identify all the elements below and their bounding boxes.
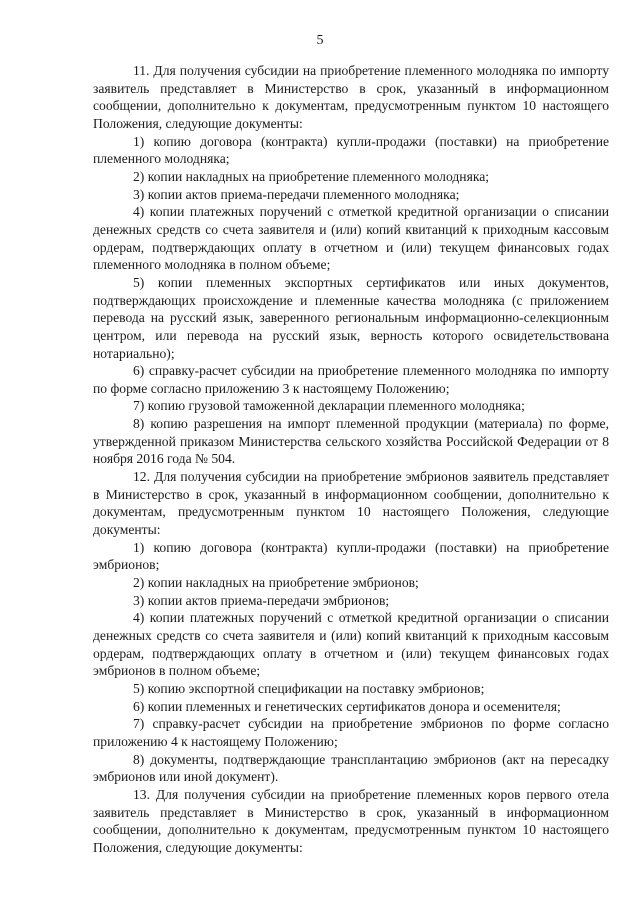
- list-item-12-1: 1) копию договора (контракта) купли-продажи (поставки) на приобретение эмбрионов;: [93, 539, 609, 573]
- list-item-11-3: 3) копии актов приема-передачи племенного молодняка;: [133, 186, 460, 202]
- page-number: 5: [316, 33, 324, 48]
- list-item-12-5: 5) копию экспортной спецификации на поставку эмбрионов;: [133, 680, 485, 696]
- list-item-11-7: 7) копию грузовой таможенной декларации племенного молодняка;: [133, 398, 525, 414]
- list-item-12-6: 6) копии племенных и генетических сертификатов донора и осеменителя;: [133, 698, 561, 714]
- list-item-11-8: 8) копию разрешения на импорт племенной продукции (материала) по форме, утвержденной приказом Министерства сельского хозяйства Российской Федерации от 8 ноября 2016 года № 504.: [93, 416, 609, 467]
- list-item-11-6: 6) справку-расчет субсидии на приобретение племенного молодняка по импорту по форме согласно приложению 3 к настоящему Положению;: [93, 363, 609, 396]
- list-item-12-8: 8) документы, подтверждающие трансплантацию эмбрионов (акт на пересадку эмбрионов или иной документ).: [93, 751, 609, 785]
- list-item-12-4: 4) копии платежных поручений с отметкой кредитной организации о списании денежных средств со счета заявителя и (или) копий квитанций к приходным кассовым ордерам, подтверждающих оплату в отчетном и (или) текущем финансовых годах эмбрионов в полном объеме;: [93, 610, 609, 679]
- list-item-11-2: 2) копии накладных на приобретение племенного молодняка;: [133, 168, 490, 184]
- list-item-12-7: 7) справку-расчет субсидии на приобретение эмбрионов по форме согласно приложению 4 к настоящему Положению;: [93, 716, 609, 749]
- paragraph-13-intro: 13. Для получения субсидии на приобретение племенных коров первого отела заявитель представляет в Министерство в срок, указанный в информационном сообщении, дополнительно к документам, предусмотренным пунктом 10 настоящего Положения, следующие документы:: [93, 786, 609, 855]
- paragraph-12-intro: 12. Для получения субсидии на приобретение эмбрионов заявитель представляет в Министерство в срок, указанный в информационном сообщении, дополнительно к документам, предусмотренным пунктом 10 настоящего Положения, следующие документы:: [93, 469, 609, 538]
- document-body: [93, 62, 609, 857]
- list-item-11-4: 4) копии платежных поручений с отметкой кредитной организации о списании денежных средств со счета заявителя и (или) копий квитанций к приходным кассовым ордерам, подтверждающих оплату в отчетном и (или) текущем финансовых годах племенного молодняка в полном объеме;: [93, 204, 609, 273]
- list-item-12-2: 2) копии накладных на приобретение эмбрионов;: [133, 575, 419, 591]
- list-item-11-5: 5) копии племенных экспортных сертификатов или иных документов, подтверждающих происхождение и племенные качества молодняка (с приложением перевода на русский язык, заверенного региональным информационно-селекционным центром, или перевода на русский язык, верность которого освидетельствована нотариально);: [93, 274, 609, 361]
- list-item-11-1: 1) копию договора (контракта) купли-продажи (поставки) на приобретение племенного молодняка;: [93, 133, 609, 167]
- list-item-12-3: 3) копии актов приема-передачи эмбрионов;: [133, 592, 390, 608]
- paragraph-11-intro: 11. Для получения субсидии на приобретение племенного молодняка по импорту заявитель представляет в Министерство в срок, указанный в информационном сообщении, дополнительно к документам, предусмотренным пунктом 10 настоящего Положения, следующие документы:: [93, 63, 609, 131]
